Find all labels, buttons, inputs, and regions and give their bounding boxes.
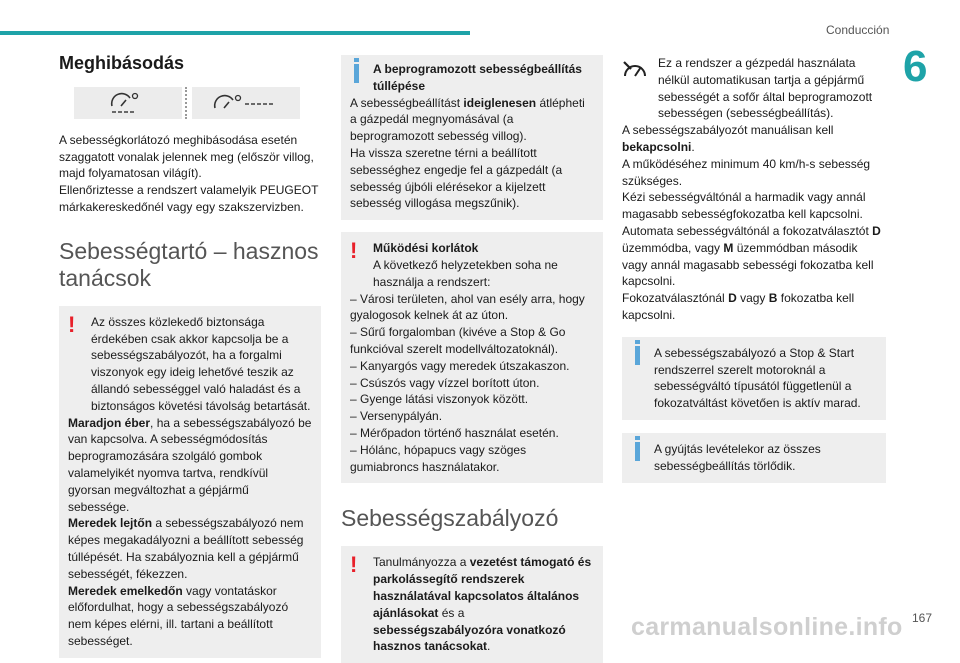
cruise-tips-title: Sebességtartó – hasznos tanácsok [59, 237, 319, 291]
list-item: – Versenypályán. [350, 409, 443, 424]
divider [185, 87, 189, 119]
header-accent-bar [0, 31, 470, 35]
list-item: – Hólánc, hópapucs vagy szöges gumiabroncs használatakor. [350, 442, 527, 474]
warning-icon: ! [350, 552, 358, 578]
gear-selector-text: Fokozatválasztónál D vagy B fokozatba kell kapcsolni. [622, 291, 855, 322]
limits-title: Működési korlátok [373, 241, 479, 256]
info-icon [635, 346, 640, 365]
list-item: – Gyenge látási viszonyok között. [350, 392, 529, 407]
override-text-1: A sebességbeállítást ideiglenesen átlépheti a gázpedál megnyomásával (a beprogramozott sebesség villog). [350, 95, 585, 144]
stop-start-text: A sebességszabályozó a Stop & Start rendszerrel szerelt motoroknál a sebességváltó típusától függetlenül a fokozatváltást követően is aktív marad. [654, 345, 861, 411]
ignition-info [622, 433, 886, 483]
list-item: – Sűrű forgalomban (kivéve a Stop & Go funkcióval szerelt modellváltozatoknál). [350, 325, 566, 356]
cruise-safety-warning [59, 306, 321, 658]
failure-text-1: A sebességkorlátozó meghibásodása esetén szaggatott vonalak jelennek meg (először villog, majd folyamatosan világít). [59, 132, 314, 181]
uphill-text: Meredek emelkedőn vagy vontatáskor előfordulhat, hogy a sebességszabályozó nem képes elérni, ill. tartani a beállított sebességet. [68, 583, 289, 648]
stay-alert-text: Maradjon éber, ha a sebességszabályozó be van kapcsolva. A sebességmódosítás beprogramozására szolgáló gombok valamelyikét nyomva tartva, rendkívül gyorsan megváltozhat a gépjármű sebessége. [68, 415, 312, 514]
speedometer-dashed-wide-icon [192, 87, 300, 119]
warning-icon: ! [350, 238, 358, 264]
page-number: 167 [912, 611, 933, 625]
manual-activation-text: A sebességszabályozót manuálisan kell bekapcsolni. [622, 123, 834, 154]
column-3 [622, 55, 886, 483]
info-icon [635, 442, 640, 461]
operating-limits-warning [341, 232, 603, 483]
cruise-intro [622, 55, 886, 122]
failure-heading: Meghibásodás [59, 53, 185, 73]
warning-text: Az összes közlekedő biztonsága érdekében csak akkor kapcsolja be a sebességszabályozót, ha a forgalmi viszonyok egy ideig lehetővé teszik az állandó sebességgel való haladást és a biztonságos követési távolság betartását. [91, 314, 311, 413]
column-1 [59, 55, 321, 658]
watermark: carmanualsonline.info [631, 613, 903, 641]
automatic-gearbox-text: Automata sebességváltónál a fokozatválasztót D üzemmódba, vagy M üzemmódban második vagy annál magasabb sebességi fokozatba kell kapcsolni. [622, 223, 881, 289]
manual-gearbox-text: Kézi sebességváltónál a harmadik vagy annál magasabb sebességfokozatba kell kapcsolni. [622, 190, 866, 222]
list-item: – Városi területen, ahol van esély arra, hogy gyalogosok kelnek át az úton. [350, 291, 585, 323]
list-item: – Mérőpadon történő használat esetén. [350, 425, 559, 440]
limits-intro: A következő helyzetekben soha ne használja a rendszert: [373, 257, 558, 289]
speed-override-info [341, 55, 603, 220]
list-item: – Csúszós vagy vízzel borított úton. [350, 375, 540, 390]
chapter-number: 6 [903, 42, 928, 91]
downhill-text: Meredek lejtőn a sebességszabályozó nem képes megakadályozni a beállított sebesség túllépését. Ha szabályoznia kell a gépjármű sebességét, fékezzen. [68, 516, 304, 581]
list-item: – Kanyargós vagy meredek útszakaszon. [350, 358, 570, 373]
cruise-control-title: Sebességszabályozó [341, 505, 559, 532]
intro-text: Ez a rendszer a gézpedál használata nélkül automatikusan tartja a gépjármű sebességét a sofőr által beprogramozott sebességen (sebességbeállítás). [658, 56, 873, 121]
limits-list [350, 291, 594, 476]
speedometer-dashed-icon [74, 87, 182, 119]
override-title: A beprogramozott sebességbeállítás túllépése [373, 62, 582, 93]
chapter-title: Conducción [826, 23, 890, 37]
failure-text-2: Ellenőriztesse a rendszert valamelyik PEUGEOT márkakereskedőnél vagy egy szakszervizben. [59, 183, 319, 214]
info-icon [354, 64, 359, 83]
failure-icons [74, 87, 321, 119]
override-text-2: Ha vissza szeretne térni a beállított sebességhez engedje fel a gázpedált (a sebesség újbóli elérésekor a kijelzett sebesség villogása megszűnik). [350, 145, 563, 211]
recommendations-warning [341, 546, 603, 663]
recommendations-text: Tanulmányozza a vezetést támogató és parkolássegítő rendszerek használatával kapcsolatos általános ajánlásokat és a sebességszabályozóra vonatkozó hasznos tanácsokat. [373, 555, 592, 654]
cruise-control-icon [622, 59, 648, 81]
min-speed-text: A működéséhez minimum 40 km/h-s sebesség szükséges. [622, 156, 871, 188]
column-2 [341, 55, 603, 663]
warning-icon: ! [68, 311, 76, 337]
ignition-text: A gyújtás levételekor az összes sebességbeállítás törlődik. [654, 441, 821, 473]
stop-start-info [622, 337, 886, 420]
